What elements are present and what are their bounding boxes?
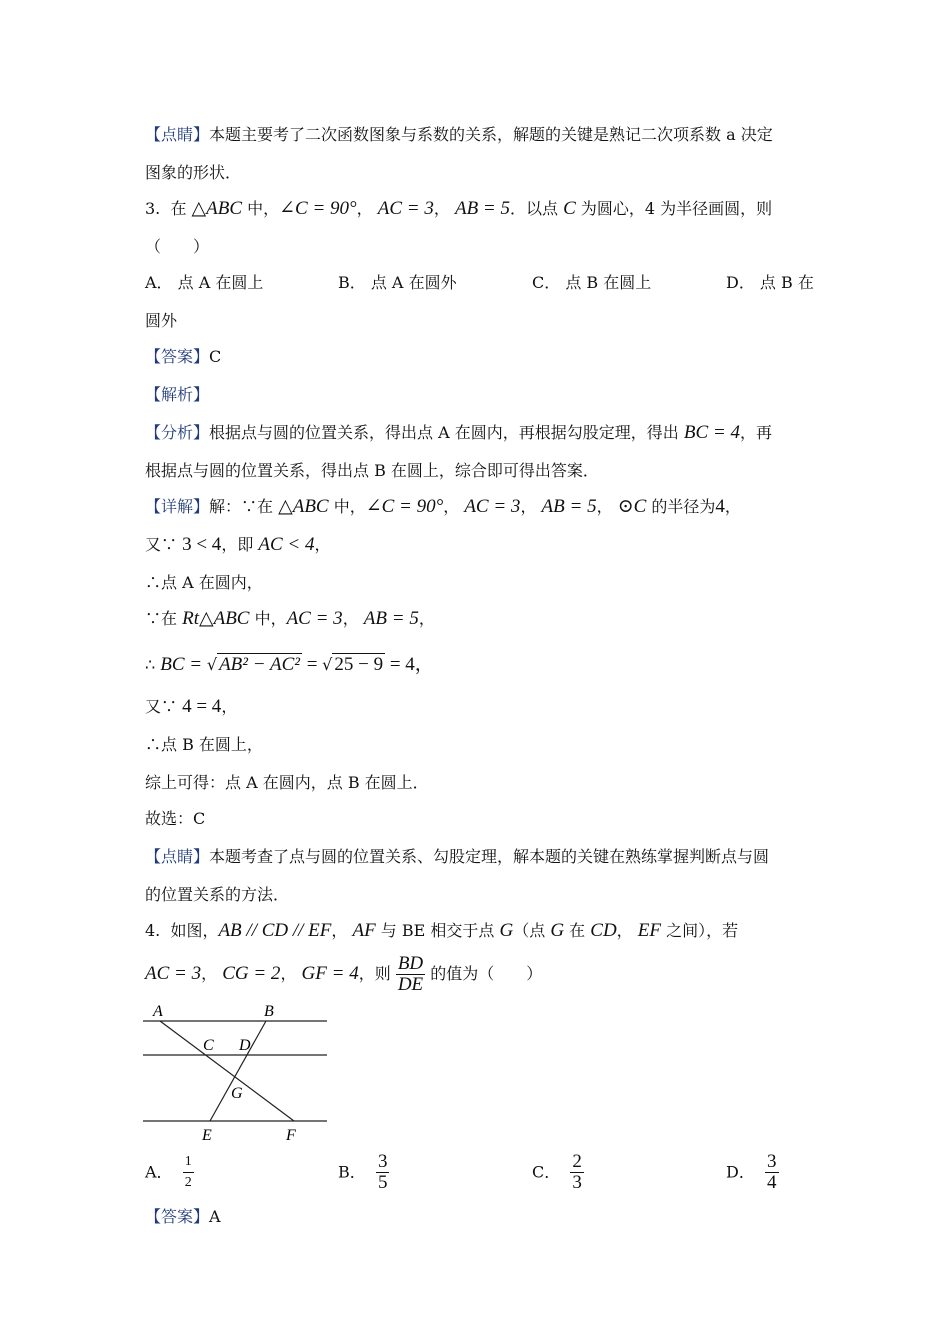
q4-option-a: A． $\frac{1}{2}$ <box>145 1154 192 1190</box>
step-6: ∴点 B 在圆上， <box>145 735 263 754</box>
label-c: C <box>203 1037 214 1054</box>
question-3: 3. 在 △ABC 中，∠C = 90°， AC = 3， AB = 5．以点 C 为圆心，4 为半径画圆，则 <box>145 198 773 219</box>
q4-option-c: C． $\frac{2}{3}$ <box>532 1151 582 1193</box>
q4-option-b: B． $\frac{3}{5}$ <box>338 1151 388 1193</box>
analysis-line-1: 【分析】根据点与圆的位置关系，得出点 A 在圆内，再根据勾股定理，得出 BC = 4，再 <box>145 422 772 443</box>
summary-line-2: 图象的形状． <box>145 163 242 182</box>
question-3-paren: （ ） <box>145 237 210 256</box>
label-g: G <box>231 1085 243 1102</box>
label-d: D <box>239 1037 251 1054</box>
geometry-figure <box>140 1000 340 1150</box>
q3-option-a: A． 点 A 在圆上 <box>145 273 264 292</box>
step-7: 综上可得：点 A 在圆内，点 B 在圆上． <box>145 773 429 792</box>
summary-2-line-2: 的位置关系的方法． <box>145 885 290 904</box>
summary-line-1: 【点睛】本题主要考了二次函数图象与系数的关系，解题的关键是熟记二次项系数 a 决定 <box>145 125 773 144</box>
tag-dianjing: 【点睛】 <box>145 125 210 144</box>
q3-option-c: C． 点 B 在圆上 <box>532 273 652 292</box>
q4-option-d: D． $\frac{3}{4}$ <box>726 1151 777 1193</box>
step-1: 又∵ 3 < 4，即 AC < 4， <box>145 534 331 555</box>
step-5: 又∵ 4 = 4， <box>145 696 238 717</box>
step-4: ∴ BC = √ AB² − AC² = √ 25 − 9 = 4， <box>145 654 434 675</box>
detail-line-1: 【详解】解：∵在 △ABC 中，∠C = 90°， AC = 3， AB = 5， ⊙C 的半径为4， <box>145 496 741 517</box>
segment-af <box>160 1021 294 1121</box>
analysis-heading: 【解析】 <box>145 385 210 404</box>
q3-option-d: D． 点 B 在 <box>726 273 814 292</box>
step-8: 故选：C <box>145 809 206 828</box>
label-f: F <box>286 1127 296 1144</box>
q3-option-d-cont: 圆外 <box>145 311 178 330</box>
step-3: ∵在 Rt△ABC 中，AC = 3， AB = 5， <box>145 608 435 629</box>
question-4: 4. 如图，AB // CD // EF， AF 与 BE 相交于点 G（点 G 在 CD， EF 之间），若 <box>145 920 739 941</box>
step-2: ∴点 A 在圆内， <box>145 573 263 592</box>
summary-2-line-1: 【点睛】本题考查了点与圆的位置关系、勾股定理，解本题的关键在熟练掌握判断点与圆 <box>145 847 770 866</box>
answer-3: 【答案】C <box>145 347 222 366</box>
label-e: E <box>202 1127 212 1144</box>
label-b: B <box>264 1003 274 1020</box>
segment-be <box>210 1021 266 1121</box>
answer-4: 【答案】A <box>145 1207 221 1226</box>
q3-option-b: B． 点 A 在圆外 <box>338 273 457 292</box>
label-a: A <box>153 1003 163 1020</box>
analysis-line-2: 根据点与圆的位置关系，得出点 B 在圆上，综合即可得出答案． <box>145 461 599 480</box>
fraction-bd-de: $\frac{BD}{DE}$ <box>397 953 424 995</box>
question-4-cont: AC = 3， CG = 2， GF = 4，则 $\frac{BD}{DE}$ 的值为（ ） <box>145 953 543 995</box>
